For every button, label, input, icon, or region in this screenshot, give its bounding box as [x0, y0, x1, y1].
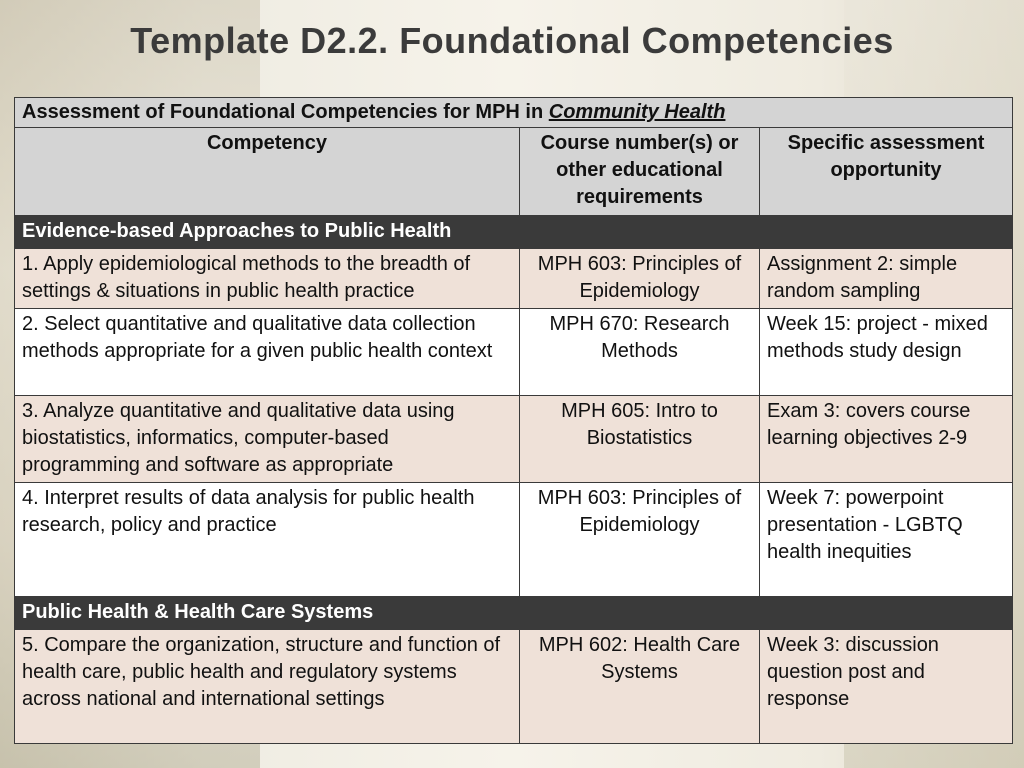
column-header-course: Course number(s) or other educational requirements [520, 128, 760, 216]
table-caption-row [15, 98, 1013, 128]
course-cell: MPH 603: Principles of Epidemiology [520, 483, 760, 597]
caption-program: Community Health [548, 101, 726, 123]
column-header-assessment: Specific assessment opportunity [760, 128, 1013, 216]
assessment-cell: Week 7: powerpoint presentation - LGBTQ health inequities [760, 483, 1013, 597]
competency-cell: 3. Analyze quantitative and qualitative data using biostatistics, informatics, computer-based programming and software as appropriate [15, 396, 520, 483]
competencies-table [14, 97, 1013, 744]
caption-prefix: Assessment of Foundational Competencies for MPH in [22, 101, 549, 123]
table-row [15, 630, 1013, 744]
course-cell: MPH 670: Research Methods [520, 309, 760, 396]
column-header-competency: Competency [15, 128, 520, 216]
table-row [15, 483, 1013, 597]
assessment-cell: Assignment 2: simple random sampling [760, 249, 1013, 309]
assessment-cell: Week 15: project - mixed methods study design [760, 309, 1013, 396]
table-row [15, 309, 1013, 396]
course-cell: MPH 603: Principles of Epidemiology [520, 249, 760, 309]
section-row [15, 216, 1013, 249]
slide-title: Template D2.2. Foundational Competencies [130, 20, 894, 61]
table-row [15, 396, 1013, 483]
assessment-cell: Exam 3: covers course learning objectives 2-9 [760, 396, 1013, 483]
section-title: Evidence-based Approaches to Public Health [15, 216, 1013, 249]
column-header-row [15, 128, 1013, 216]
competency-cell: 4. Interpret results of data analysis for public health research, policy and practice [15, 483, 520, 597]
table-caption [15, 98, 1013, 128]
competency-cell: 1. Apply epidemiological methods to the breadth of settings & situations in public health practice [15, 249, 520, 309]
section-row [15, 597, 1013, 630]
section-title: Public Health & Health Care Systems [15, 597, 1013, 630]
assessment-cell: Week 3: discussion question post and response [760, 630, 1013, 744]
competency-cell: 2. Select quantitative and qualitative data collection methods appropriate for a given public health context [15, 309, 520, 396]
table-row [15, 249, 1013, 309]
competency-cell: 5. Compare the organization, structure and function of health care, public health and regulatory systems across national and international settings [15, 630, 520, 744]
course-cell: MPH 605: Intro to Biostatistics [520, 396, 760, 483]
course-cell: MPH 602: Health Care Systems [520, 630, 760, 744]
